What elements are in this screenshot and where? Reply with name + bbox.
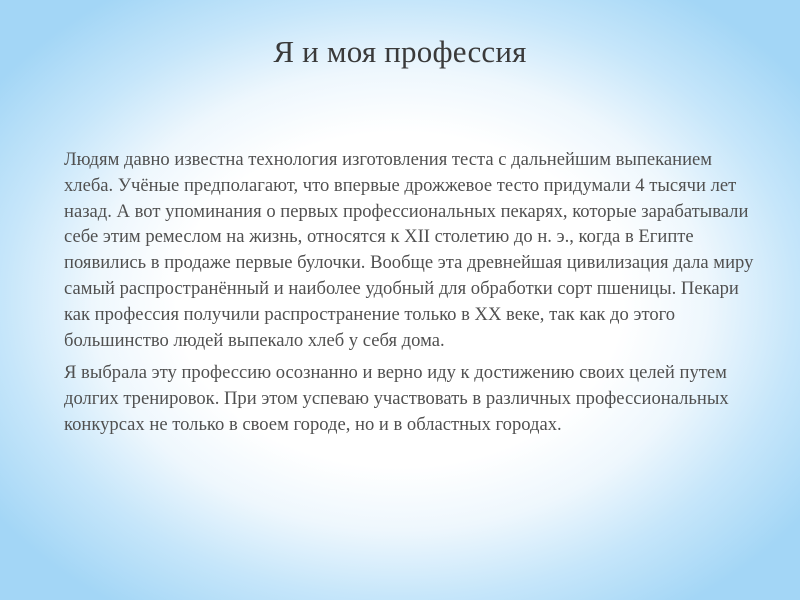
slide-title: Я и моя профессия xyxy=(273,34,527,69)
paragraph-history: Людям давно известна технология изготовления теста с дальнейшим выпеканием хлеба. Учёные предполагают, что впервые дрожжевое тесто придумали 4 тысячи лет назад. А вот упоминания о первых профессиональных пекарях, которые зарабатывали себе этим ремеслом на жизнь, относятся к XII столетию до н. э., когда в Египте появились в продаже первые булочки. Вообще эта древнейшая цивилизация дала миру самый распространённый и наиболее удобный для обработки сорт пшеницы. Пекари как профессия получили распространение только в XX веке, так как до этого большинство людей выпекало хлеб у себя дома. xyxy=(64,149,754,351)
paragraph-personal: Я выбрала эту профессию осознанно и верно иду к достижению своих целей путем долгих тренировок. При этом успеваю участвовать в различных профессиональных конкурсах не только в своем городе, но и в областных городах. xyxy=(64,362,729,435)
slide-body xyxy=(64,147,764,445)
